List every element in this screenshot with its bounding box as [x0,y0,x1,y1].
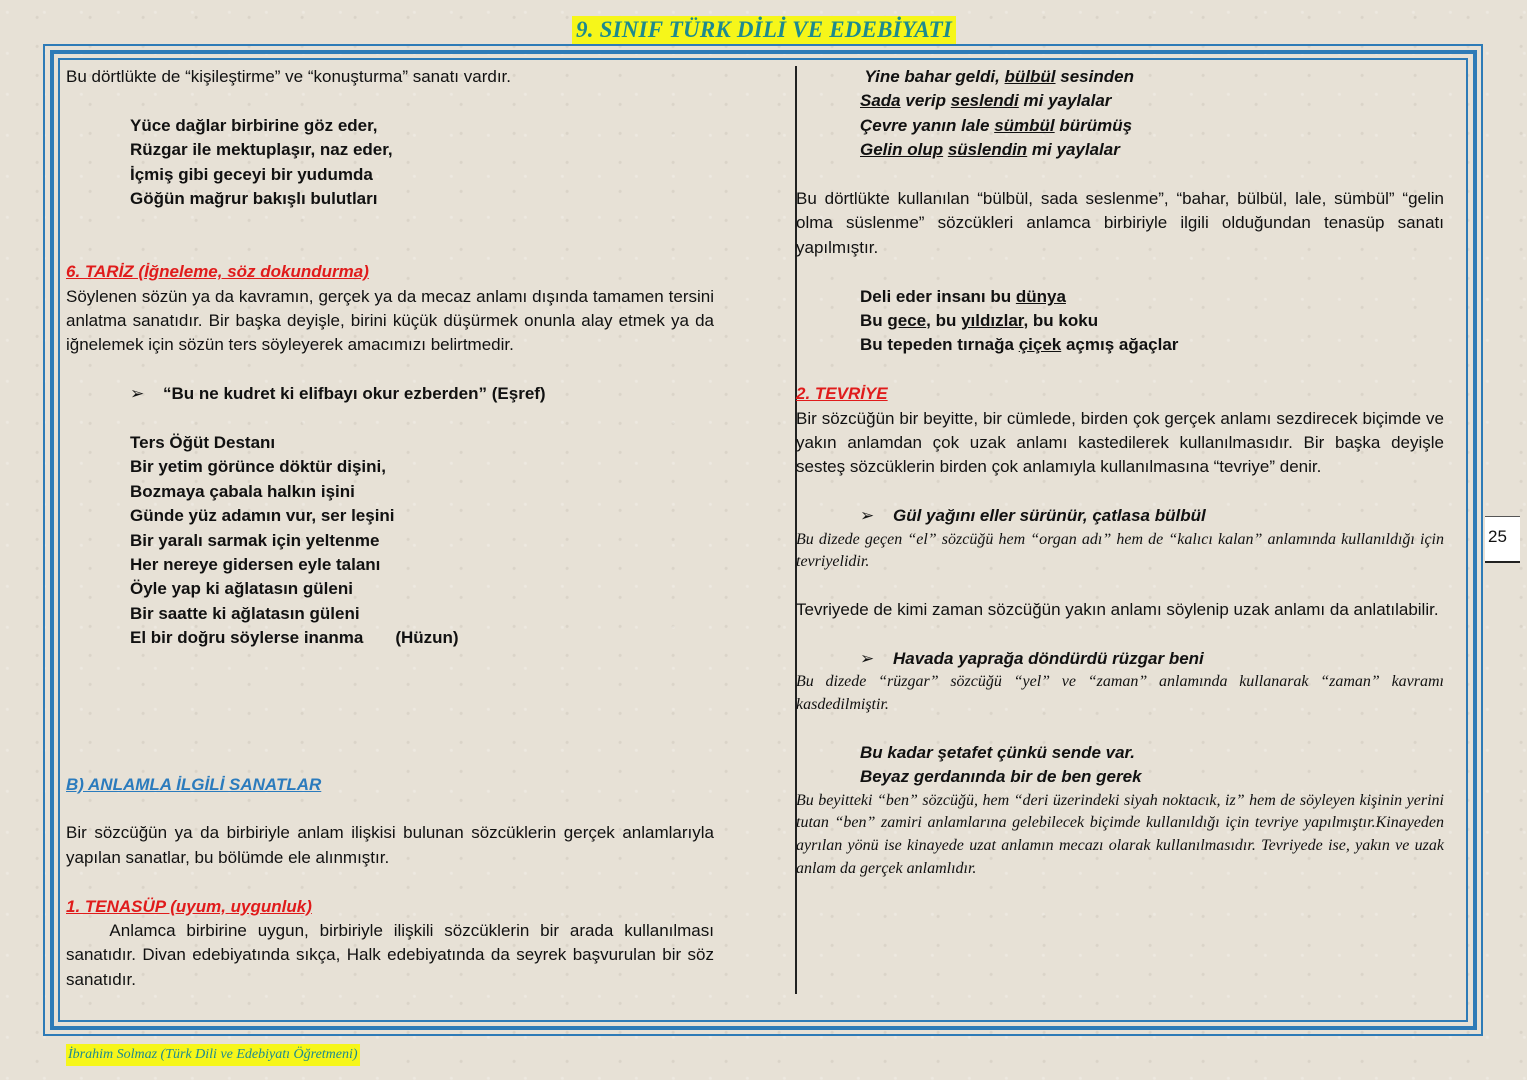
tevriye-note-3: Bu beyitteki “ben” sözcüğü, hem “deri üzerindeki siyah noktacık, iz” hem de söyleyen kişinin yerini tutan “ben” zamiri anlamlarına gelebilecek biçimde kullanıldığı için tevriye yapılmıştır.Kinayeden ayrılan yönü ise kinayede uzat anlamın mecazı olarak kullanılmasıdır. Tevriyede ise, yakın ve uzak anlam da gerçek anlamlıdır. [796,791,1444,877]
poem-line: Gelin olup süslendin mi yaylalar [860,140,1120,160]
poem-dunya [796,285,1444,358]
tevriye-example-1: ➢ Gül yağını eller sürünür, çatlasa bülbül [796,504,1444,528]
arrow-bullet-icon: ➢ [130,384,145,404]
poem-line: İçmiş gibi geceyi bir yudumda [130,164,373,184]
poem-line: Beyaz gerdanında bir de ben gerek [860,767,1142,787]
tevriye-definition: Bir sözcüğün bir beyitte, bir cümlede, birden çok gerçek anlamı sezdirecek biçimde ve yakın anlamdan çok uzak anlamı kastedilerek kullanılmasıdır. Bir başka deyişle sesteş sözcüklerin birden çok anlamıyla kullanılmasına “tevriye” denir. [796,408,1444,477]
poem-line: Bir saatte ki ağlatasın güleni [130,603,360,623]
poem-line: Bir yaralı sarmak için yeltenme [130,530,380,550]
section-b-heading: B) ANLAMLA İLGİLİ SANATLAR [66,774,322,794]
tenasup-heading: 1. TENASÜP (uyum, uygunluk) [66,896,312,916]
right-column [796,65,1444,880]
section-b-text: Bir sözcüğün ya da birbiriyle anlam ilişkisi bulunan sözcüklerin gerçek anlamlarıyla yapılan sanatlar, bu bölümde ele alınmıştır. [66,823,714,867]
tariz-definition: Söylenen sözün ya da kavramın, gerçek ya da mecaz anlamı dışında tamamen tersini anlatma sanatıdır. Bir başka deyişle, birini küçük düşürmek onunla alay etmek ya da iğnelemek için sözün ters söyleyerek amacımızı belirtmedir. [66,286,714,355]
arrow-bullet-icon: ➢ [860,649,875,669]
poem-line: Çevre yanın lale sümbül bürümüş [860,115,1133,135]
poem-line: Göğün mağrur bakışlı bulutları [130,189,378,209]
tevriye-text-2: Tevriyede de kimi zaman sözcüğün yakın anlamı söylenip uzak anlamı da anlatılabilir. [796,600,1439,620]
tariz-example [66,382,714,406]
tevriye-heading: 2. TEVRİYE [796,384,888,404]
poem-author: (Hüzun) [395,628,459,648]
page-title: 9. SINIF TÜRK DİLİ VE EDEBİYATI [572,16,956,44]
poem-title: Ters Öğüt Destanı [130,433,276,453]
tevriye-example-2: ➢ Havada yaprağa döndürdü rüzgar beni [796,647,1444,671]
tariz-example-text: “Bu ne kudret ki elifbayı okur ezberden” (Eşref) [163,384,546,404]
tenasup-definition: Anlamca birbirine uygun, birbiriyle ilişkili sözcüklerin bir arada kullanılması sanatıdır. Divan edebiyatında sıkça, Halk edebiyatında da seyrek başvurulan bir söz sanatıdır. [66,921,719,989]
tevriye-note-2: Bu dizede “rüzgar” sözcüğü “yel” ve “zaman” anlamında kullanarak “zaman” kavramı kasdedilmiştir. [796,673,1444,714]
tevriye-note-1: Bu dizede geçen “el” sözcüğü hem “organ adı” hem de “kalıcı kalan” anlamında kullanıldığı için tevriyelidir. [796,530,1444,571]
poem-line: El bir doğru söylerse inanma (Hüzun) [130,628,459,648]
tenasup-explanation: Bu dörtlükte kullanılan “bülbül, sada seslenme”, “bahar, bülbül, lale, sümbül” “gelin olma süslenme” sözcükleri anlamca birbiriyle ilgili olduğundan tenasüp sanatı yapılmıştır. [796,189,1444,257]
poem-line: Günde yüz adamın vur, ser leşini [130,506,395,526]
poem-line: Her nereye gidersen eyle talanı [130,555,381,575]
page-number: 25 [1485,516,1520,563]
left-column [66,65,719,992]
poem-line: Bu tepeden tırnağa çiçek açmış ağaçlar [860,335,1179,355]
poem-line: Bu kadar şetafet çünkü sende var. [860,743,1135,763]
poem-line: Öyle yap ki ağlatasın güleni [130,579,353,599]
intro-text: Bu dörtlükte de “kişileştirme” ve “konuşturma” sanatı vardır. [66,67,511,86]
poem-line: Deli eder insanı bu dünya [860,286,1066,306]
poem-ters-ogut [66,431,714,651]
poem-kisilestirme [66,114,714,212]
poem-line: Rüzgar ile mektuplaşır, naz eder, [130,140,393,160]
tariz-heading: 6. TARİZ (İğneleme, söz dokundurma) [66,262,369,282]
arrow-bullet-icon: ➢ [860,506,875,526]
poem-line: Bozmaya çabala halkın işini [130,481,355,501]
poem-line: Bir yetim görünce döktür dişini, [130,457,386,477]
tevriye-example-3 [796,741,1444,790]
poem-line: Yüce dağlar birbirine göz eder, [130,115,378,135]
footer-author: İbrahim Solmaz (Türk Dili ve Edebiyatı Öğretmeni) [66,1044,360,1066]
poem-line: Sada verip seslendi mi yaylalar [860,91,1112,111]
poem-yaylalar [796,65,1444,163]
poem-line: Bu gece, bu yıldızlar, bu koku [860,311,1099,331]
poem-line: Yine bahar geldi, bülbül sesinden [860,67,1134,86]
